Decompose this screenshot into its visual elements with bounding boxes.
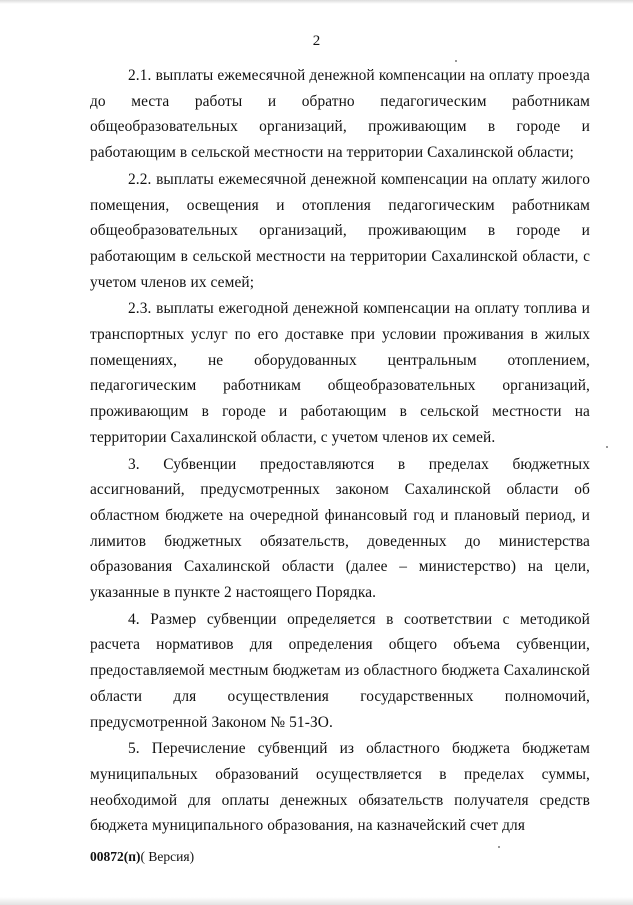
document-version: ( Версия) [140, 849, 195, 864]
paragraph-5: 5. Перечисление субвенций из областного бюджета бюджетам муниципальных образований осуществляется в пределах суммы, необходимой для оплаты денежных обязательств получателя средств бюджета муниципального образования, на казначейский счет для [90, 740, 590, 835]
document-body [90, 63, 590, 840]
scan-speck [606, 446, 608, 448]
paragraph-2-3: 2.3. выплаты ежегодной денежной компенсации на оплату топлива и транспортных услуг по его доставке при условии проживания в жилых помещениях, не оборудованных центральным отоплением, педагогическим работникам общеобразовательных организаций, проживающим в городе и работающим в сельской местности на территории Сахалинской области, с учетом членов их семей. [90, 300, 590, 446]
document-code: 00872(п) [90, 849, 141, 864]
scan-speck [498, 846, 500, 848]
paragraph-4: 4. Размер субвенции определяется в соответствии с методикой расчета нормативов для определения общего объема субвенции, предоставляемой местным бюджетам из областного бюджета Сахалинской области для осуществления государственных полномочий, предусмотренной Законом № 51-ЗО. [90, 610, 590, 731]
scan-speck [455, 60, 457, 62]
paragraph-3: 3. Субвенции предоставляются в пределах бюджетных ассигнований, предусмотренных законом Сахалинской области об областном бюджете на очередной финансовый год и плановый период, и лимитов бюджетных обязательств, доведенных до министерства образования Сахалинской области (далее – министерство) на цели, указанные в пункте 2 настоящего Порядка. [90, 455, 590, 602]
paragraph-2-2: 2.2. выплаты ежемесячной денежной компенсации на оплату жилого помещения, освещения и отопления педагогическим работникам общеобразовательных организаций, проживающим в городе и работающим в сельской местности на территории Сахалинской области, с учетом членов их семей; [90, 170, 590, 291]
scan-edge-bottom [0, 897, 633, 905]
paragraph-2-1: 2.1. выплаты ежемесячной денежной компенсации на оплату проезда до места работы и обратно педагогическим работникам общеобразовательных организаций, проживающим в городе и работающим в сельской местности на территории Сахалинской области; [90, 67, 590, 162]
scan-edge-top [0, 0, 633, 4]
document-footer [90, 849, 194, 865]
page-number: 2 [312, 33, 321, 49]
